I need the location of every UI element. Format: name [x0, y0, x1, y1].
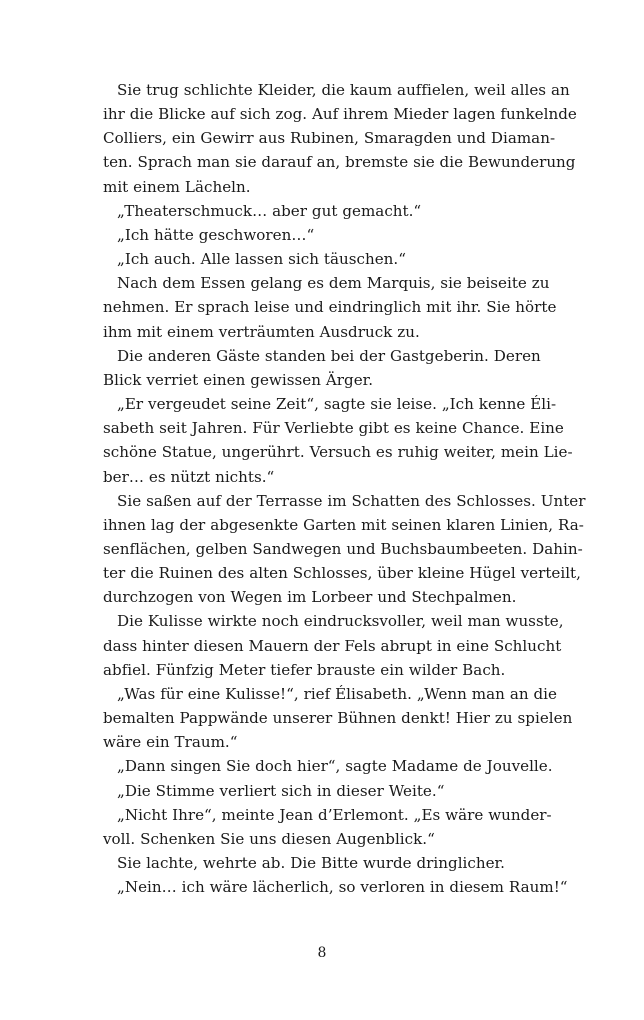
paragraph [103, 851, 540, 875]
text-line: abfiel. Fünfzig Meter tiefer brauste ein wilder Bach. [103, 660, 506, 679]
paragraph [103, 223, 540, 247]
text-line: schöne Statue, ungerührt. Versuch es ruhig weiter, mein Lie- [103, 443, 573, 462]
text-line: senflächen, gelben Sandwegen und Buchsbaumbeeten. Dahin- [103, 539, 583, 558]
text-line: ter die Ruinen des alten Schlosses, über kleine Hügel verteilt, [103, 564, 581, 583]
text-line: Sie lachte, wehrte ab. Die Bitte wurde dringlicher. [117, 854, 505, 872]
text-line: mit einem Lächeln. [103, 177, 251, 196]
text-line: wäre ein Traum.“ [103, 733, 238, 752]
text-line: „Nein… ich wäre lächerlich, so verloren in diesem Raum!“ [117, 878, 568, 897]
text-line: „Was für eine Kulisse!“, rief Élisabeth. „Wenn man an die [117, 684, 557, 703]
paragraph [103, 271, 557, 343]
text-line: „Ich auch. Alle lassen sich täuschen.“ [117, 250, 406, 269]
text-line: durchzogen von Wegen im Lorbeer und Stechpalmen. [103, 588, 517, 607]
text-line: ihm mit einem verträumten Ausdruck zu. [103, 322, 420, 341]
text-line: Nach dem Essen gelang es dem Marquis, sie beiseite zu [117, 274, 550, 293]
text-line: nehmen. Er sprach leise und eindringlich mit ihr. Sie hörte [103, 298, 557, 317]
page-text-block [103, 78, 586, 899]
text-line: „Dann singen Sie doch hier“, sagte Madame de Jouvelle. [117, 757, 553, 776]
paragraph [103, 682, 573, 754]
paragraph [103, 754, 553, 778]
paragraph [103, 489, 586, 610]
text-line: dass hinter diesen Mauern der Fels abrupt in eine Schlucht [103, 636, 562, 655]
text-line: Sie saßen auf der Terrasse im Schatten des Schlosses. Unter [117, 491, 586, 510]
text-line: voll. Schenken Sie uns diesen Augenblick.“ [103, 829, 435, 848]
paragraph [103, 344, 540, 392]
text-line: Blick verriet einen gewissen Ärger. [103, 370, 374, 389]
text-line: „Theaterschmuck… aber gut gemacht.“ [117, 201, 422, 220]
text-line: ihr die Blicke auf sich zog. Auf ihrem Mieder lagen funkelnde [103, 105, 577, 124]
text-line: Die anderen Gäste standen bei der Gastgeberin. Deren [117, 346, 541, 365]
paragraph [103, 199, 540, 223]
text-line: „Er vergeudet seine Zeit“, sagte sie leise. „Ich kenne Éli- [117, 395, 557, 414]
paragraph [103, 609, 564, 681]
text-line: „Die Stimme verliert sich in dieser Weite.“ [117, 781, 445, 800]
text-line: Sie trug schlichte Kleider, die kaum auffielen, weil alles an [117, 81, 570, 99]
paragraph [103, 78, 577, 199]
text-line: ten. Sprach man sie darauf an, bremste sie die Bewunderung [103, 153, 576, 172]
paragraph [103, 779, 540, 803]
text-line: Colliers, ein Gewirr aus Rubinen, Smaragden und Diaman- [103, 129, 556, 148]
text-line: ber… es nützt nichts.“ [103, 467, 275, 486]
paragraph [103, 875, 568, 899]
paragraph [103, 392, 573, 489]
text-line: Die Kulisse wirkte noch eindrucksvoller, weil man wusste, [117, 612, 564, 631]
paragraph [103, 803, 552, 851]
paragraph [103, 247, 540, 271]
text-line: „Nicht Ihre“, meinte Jean d’Erlemont. „Es wäre wunder- [117, 805, 552, 824]
text-line: sabeth seit Jahren. Für Verliebte gibt es keine Chance. Eine [103, 419, 564, 438]
page-number: 8 [317, 945, 327, 961]
text-line: „Ich hätte geschworen…“ [117, 225, 315, 244]
text-line: ihnen lag der abgesenkte Garten mit seinen klaren Linien, Ra- [103, 515, 584, 534]
text-line: bemalten Pappwände unserer Bühnen denkt! Hier zu spielen [103, 709, 573, 728]
